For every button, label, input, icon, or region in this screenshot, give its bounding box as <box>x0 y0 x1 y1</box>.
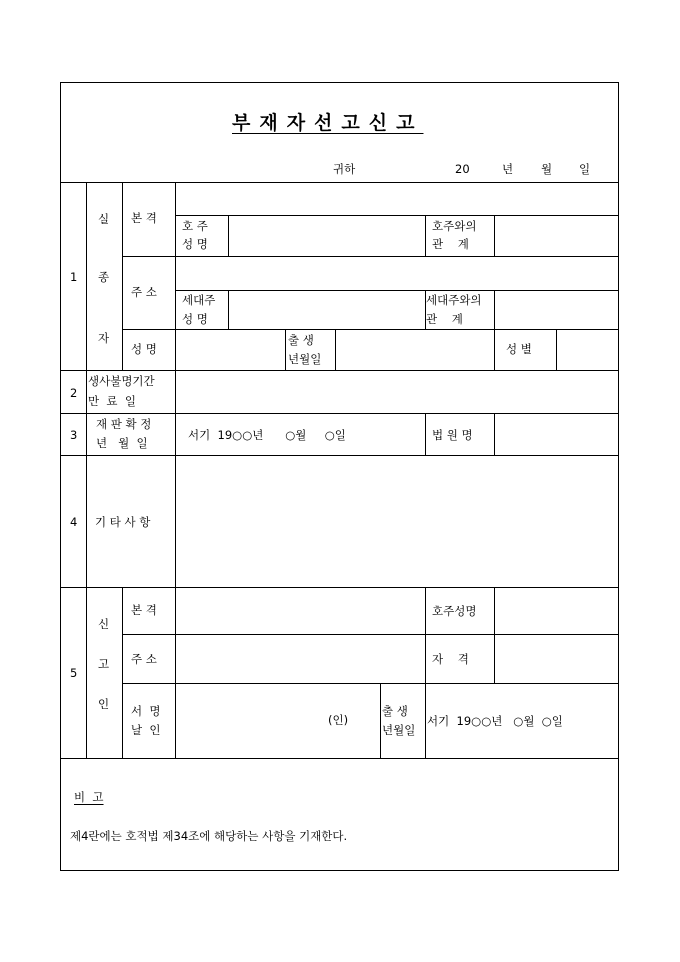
other-matters-label: 기 타 사 항 <box>95 515 151 529</box>
birth-label: 년월일 <box>382 723 416 737</box>
form-frame <box>60 82 619 871</box>
rule <box>86 370 87 413</box>
rule <box>122 634 619 635</box>
birth-label: 출 생 <box>382 704 408 718</box>
rule <box>494 215 495 256</box>
hoju-name-label: 성 명 <box>182 237 208 251</box>
hoju-relation-label: 관 계 <box>432 237 469 251</box>
rule <box>228 290 229 329</box>
household-head-label: 세대주 <box>182 293 216 307</box>
birth-label: 년월일 <box>288 352 322 366</box>
section-number: 2 <box>70 386 78 400</box>
rule <box>122 329 619 330</box>
date-year-prefix: 20 <box>455 162 470 176</box>
rule <box>122 256 619 257</box>
rule-s1-bottom <box>60 370 619 371</box>
rule <box>556 329 557 370</box>
birth-date-value: 서기 19○○년 ○월 ○일 <box>427 714 563 728</box>
missing-period-label: 생사불명기간 <box>88 374 155 388</box>
section-number: 5 <box>70 666 78 680</box>
rule-header <box>60 182 619 183</box>
address-label: 주 소 <box>131 652 157 666</box>
hoju-name-label: 호주성명 <box>432 604 477 618</box>
qualification-label: 자 격 <box>432 652 469 666</box>
judgment-date-label: 년 월 일 <box>96 436 148 450</box>
rule <box>425 587 426 683</box>
hoju-name-label: 호 주 <box>182 219 208 233</box>
section-number: 3 <box>70 428 78 442</box>
rule <box>86 455 87 587</box>
side-label: 인 <box>98 697 110 711</box>
form-title: 부재자선고신고 <box>232 112 424 134</box>
rule <box>494 290 495 329</box>
rule <box>122 182 123 370</box>
rule <box>494 587 495 683</box>
section-number: 1 <box>70 270 78 284</box>
rule <box>122 587 123 758</box>
birth-label: 출 생 <box>288 333 314 347</box>
household-head-label: 성 명 <box>182 312 208 326</box>
side-label: 실 <box>98 212 110 226</box>
rule <box>335 329 336 370</box>
rule <box>228 215 229 256</box>
rule <box>494 329 495 370</box>
rule <box>425 683 426 758</box>
judgment-date-label: 재 판 확 정 <box>96 417 152 431</box>
rule <box>380 683 381 758</box>
date-year: 년 <box>502 162 514 176</box>
side-label: 고 <box>98 657 110 671</box>
household-relation-label: 관 계 <box>426 312 463 326</box>
court-name-label: 법 원 명 <box>432 428 473 442</box>
rule-s5-bottom <box>60 758 619 759</box>
rule <box>285 329 286 370</box>
date-day: 일 <box>579 162 591 176</box>
rule <box>425 215 426 256</box>
rule-s4-bottom <box>60 587 619 588</box>
date-month: 월 <box>541 162 553 176</box>
rule <box>86 587 87 758</box>
honjeok-label: 본 격 <box>131 211 157 225</box>
rule <box>175 215 619 216</box>
side-label: 종 <box>98 270 110 284</box>
rule <box>175 182 176 758</box>
rule <box>175 290 619 291</box>
rule-s3-bottom <box>60 455 619 456</box>
judgment-date-value: 서기 19○○년 ○월 ○일 <box>188 428 346 442</box>
side-label: 신 <box>98 617 110 631</box>
address-label: 주 소 <box>131 285 157 299</box>
name-label: 성 명 <box>131 342 157 356</box>
rule <box>86 182 87 370</box>
rule <box>86 413 87 455</box>
remarks-heading: 비 고 <box>74 790 104 804</box>
honjeok-label: 본 격 <box>131 603 157 617</box>
missing-period-label: 만 료 일 <box>88 394 136 408</box>
household-relation-label: 세대주와의 <box>426 293 482 307</box>
seal-mark: (인) <box>328 713 349 727</box>
signature-label: 날 인 <box>131 723 161 737</box>
rule-s2-bottom <box>60 413 619 414</box>
rule <box>425 413 426 455</box>
rule <box>122 683 619 684</box>
side-label: 자 <box>98 331 110 345</box>
section-number: 4 <box>70 515 78 529</box>
signature-label: 서 명 <box>131 704 161 718</box>
hoju-relation-label: 호주와의 <box>432 219 477 233</box>
rule <box>494 413 495 455</box>
addressee-label: 귀하 <box>333 162 356 176</box>
remarks-text: 제4란에는 호적법 제34조에 해당하는 사항을 기재한다. <box>70 829 348 843</box>
gender-label: 성 별 <box>506 342 532 356</box>
